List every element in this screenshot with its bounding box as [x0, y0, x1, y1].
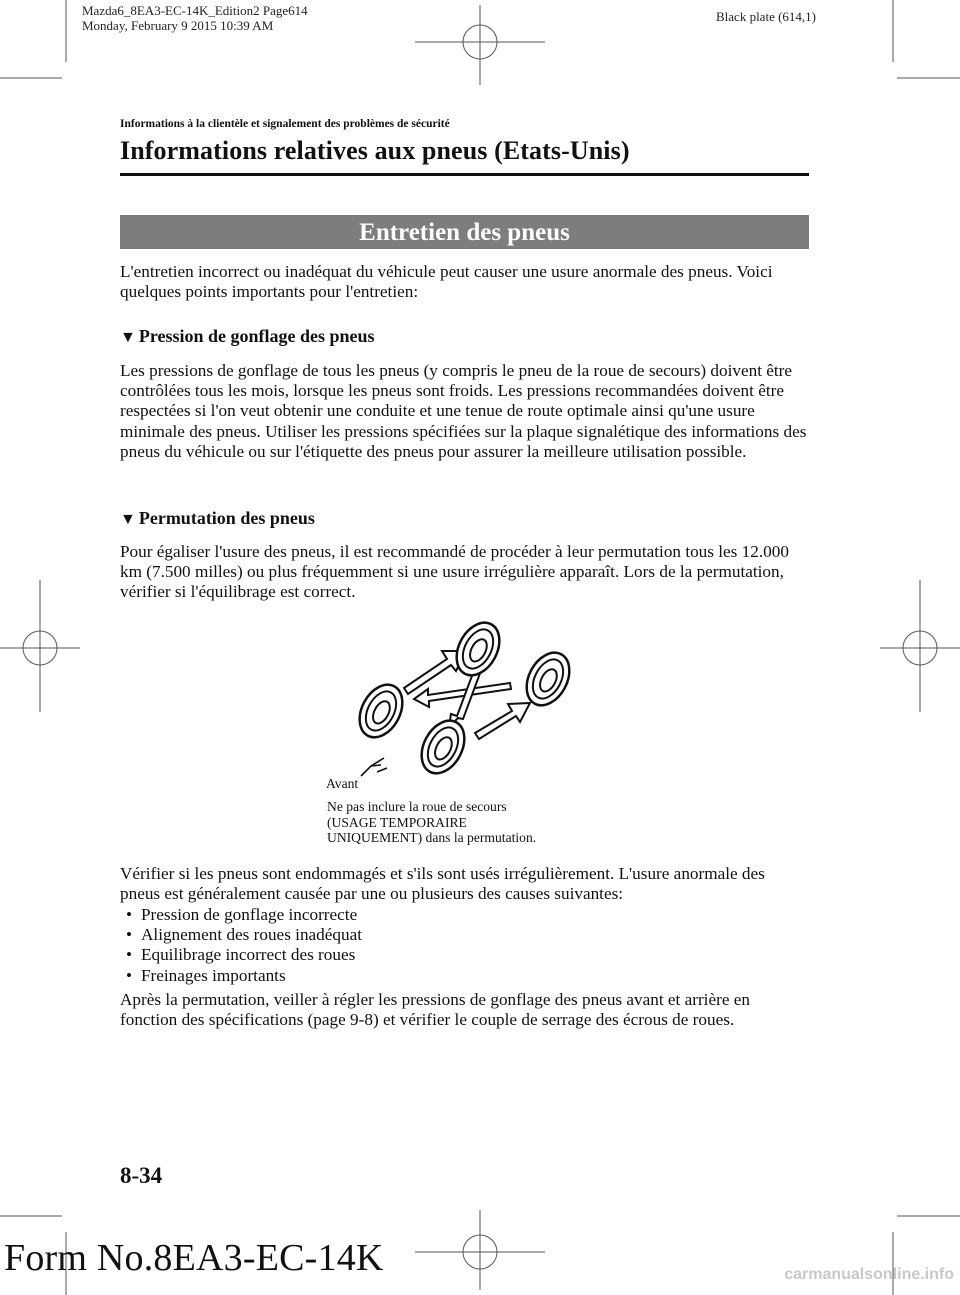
- causes-list: [120, 905, 809, 986]
- rotation-paragraph: [120, 542, 809, 603]
- rear-left-tire: [448, 615, 508, 682]
- list-item-text: Pression de gonflage incorrecte: [141, 905, 358, 924]
- caption-line: (USAGE TEMPORAIRE: [327, 814, 467, 830]
- caption-line: UNIQUEMENT) dans la permutation.: [327, 830, 537, 846]
- watermark: carmanualsonline.info: [784, 1266, 954, 1283]
- front-label: Avant: [326, 776, 359, 791]
- subsection-heading-rotation: [120, 507, 315, 531]
- caption-line: Ne pas inclure la roue de secours: [327, 799, 507, 814]
- front-direction-icon: [361, 758, 387, 776]
- list-item-text: Alignement des roues inadéquat: [141, 925, 362, 945]
- top-registration-mark: [415, 5, 545, 85]
- print-file-line: Mazda6_8EA3-EC-14K_Edition2 Page614: [82, 3, 308, 18]
- check-paragraph: [120, 864, 809, 904]
- rotation-text: Pour égaliser l'usure des pneus, il est recommandé de procéder à leur permutation tous les 12.000 km (7.500 milles) ou plus fréquemment si une usure irrégulière apparaît. Lors de la permutation, vérifier si l'équilibrage est correct.: [120, 542, 789, 602]
- bottom-registration-mark: [415, 1210, 545, 1290]
- bullet-icon: •: [126, 945, 133, 965]
- right-registration-mark: [880, 580, 960, 712]
- list-item: [120, 945, 809, 965]
- left-registration-mark: [0, 580, 80, 712]
- pressure-text: Les pressions de gonflage de tous les pneus (y compris le pneu de la roue de secours) doivent être contrôlées tous les mois, lorsque les pneus sont froids. Les pressions recommandées doivent être respectées si l'on veut obtenir une conduite et une tenue de route optimale ainsi qu'une usure minimale des pneus. Utiliser les pressions spécifiées sur la plaque signalétique des informations des pneus du véhicule ou sur l'étiquette des pneus pour assurer la meilleure utilisation possible.: [120, 361, 807, 461]
- triangle-marker-icon: ▼: [120, 511, 136, 528]
- chapter-title: Informations relatives aux pneus (Etats-Unis): [120, 136, 630, 165]
- subsection-title: Permutation des pneus: [138, 508, 315, 528]
- plate-label: Black plate (614,1): [716, 9, 816, 24]
- print-date-line: Monday, February 9 2015 10:39 AM: [82, 18, 274, 33]
- subsection-heading-pressure: [120, 325, 375, 349]
- title-rule: [120, 173, 809, 176]
- page-number: 8-34: [120, 1163, 163, 1188]
- list-item: [120, 905, 809, 925]
- list-item: [120, 966, 809, 986]
- pressure-paragraph: [120, 361, 809, 462]
- form-number: Form No.8EA3-EC-14K: [4, 1237, 384, 1279]
- list-item: [120, 925, 809, 945]
- front-right-tire: [413, 713, 473, 780]
- intro-paragraph: [120, 262, 809, 302]
- intro-text: L'entretien incorrect ou inadéquat du véhicule peut causer une usure anormale des pneus. Voici quelques points importants pour l'entretien:: [120, 262, 773, 302]
- after-text: Après la permutation, veiller à régler les pressions de gonflage des pneus avant et arrière en fonction des spécifications (page 9-8) et vérifier le couple de serrage des écrous de roues.: [120, 990, 750, 1030]
- breadcrumb: Informations à la clientèle et signalement des problèmes de sécurité: [120, 118, 450, 130]
- figure-caption: [327, 799, 536, 846]
- after-paragraph: [120, 990, 809, 1030]
- section-title: Entretien des pneus: [120, 215, 809, 249]
- tire-rotation-diagram: [330, 615, 590, 785]
- front-left-tire: [351, 677, 411, 744]
- list-item-text: Equilibrage incorrect des roues: [141, 945, 356, 965]
- bullet-icon: •: [126, 965, 133, 985]
- bullet-icon: •: [126, 905, 133, 924]
- list-item-text: Freinages importants: [141, 965, 286, 985]
- triangle-marker-icon: ▼: [120, 329, 136, 346]
- check-text: Vérifier si les pneus sont endommagés et s'ils sont usés irrégulièrement. L'usure anormale des pneus est généralement causée par une ou plusieurs des causes suivantes:: [120, 864, 765, 904]
- bullet-icon: •: [126, 925, 133, 945]
- subsection-title: Pression de gonflage des pneus: [138, 326, 375, 346]
